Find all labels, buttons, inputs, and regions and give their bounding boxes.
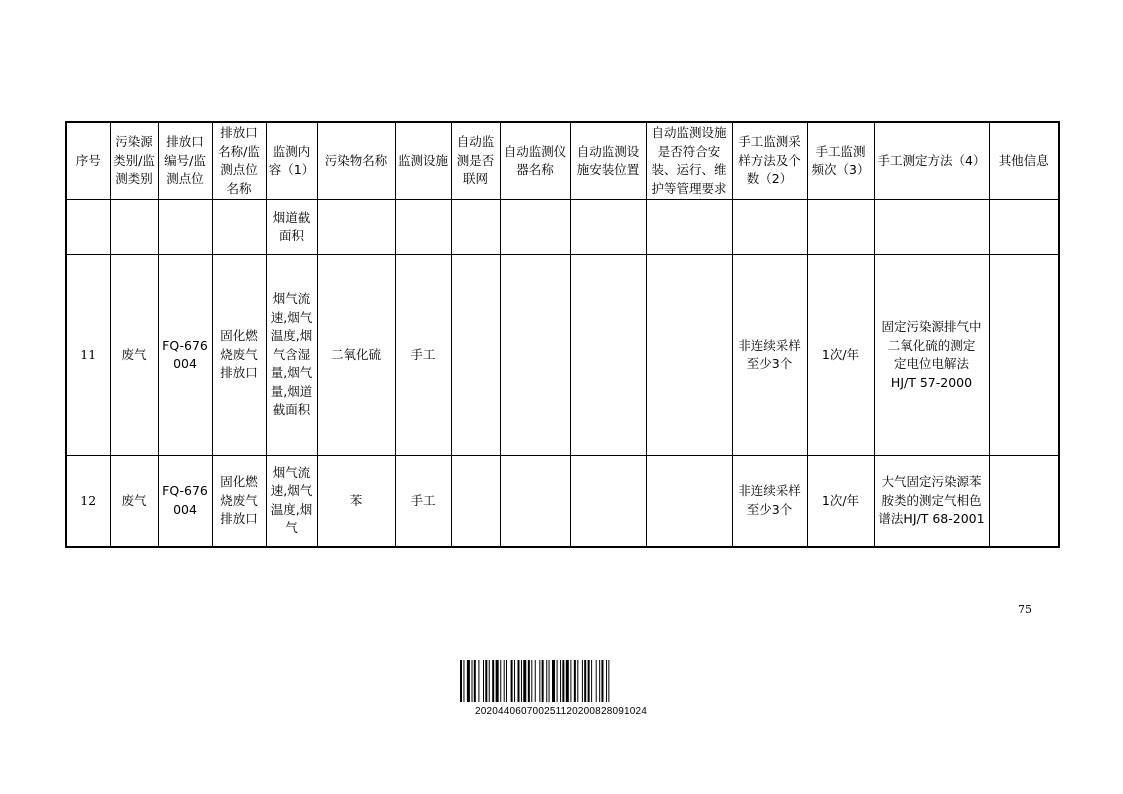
cell-category: 废气 bbox=[110, 255, 158, 456]
barcode-bar bbox=[514, 660, 515, 702]
cell-pollutant: 二氧化硫 bbox=[317, 255, 395, 456]
barcode-bar bbox=[489, 660, 490, 702]
cell-outlet-name: 固化燃烧废气排放口 bbox=[212, 456, 266, 547]
header-cell: 污染物名称 bbox=[317, 122, 395, 200]
cell-facility bbox=[395, 200, 451, 255]
cell-instrument bbox=[500, 456, 570, 547]
cell-pollutant: 苯 bbox=[317, 456, 395, 547]
cell-install-location bbox=[570, 200, 646, 255]
cell-instrument bbox=[500, 200, 570, 255]
cell-networked bbox=[451, 456, 500, 547]
barcode-bar bbox=[608, 660, 609, 702]
cell-compliance bbox=[646, 456, 732, 547]
barcode-bar bbox=[577, 660, 578, 702]
cell-outlet-code: FQ-676004 bbox=[158, 456, 212, 547]
cell-networked bbox=[451, 255, 500, 456]
barcode-bar bbox=[531, 660, 532, 702]
barcode-number: 20204406070025112020082809102​4 bbox=[474, 706, 648, 717]
cell-frequency: 1次/年 bbox=[807, 255, 874, 456]
barcode-bar bbox=[542, 660, 544, 702]
barcode-bar bbox=[506, 660, 507, 702]
cell-category: 废气 bbox=[110, 456, 158, 547]
cell-content: 烟气流速,烟气温度,烟气 bbox=[266, 456, 317, 547]
cell-other bbox=[989, 255, 1059, 456]
cell-outlet-code bbox=[158, 200, 212, 255]
barcode-bar bbox=[552, 660, 555, 702]
cell-facility: 手工 bbox=[395, 456, 451, 547]
cell-networked bbox=[451, 200, 500, 255]
header-cell: 监测内容（1） bbox=[266, 122, 317, 200]
cell-category bbox=[110, 200, 158, 255]
barcode-bar bbox=[606, 660, 607, 702]
cell-compliance bbox=[646, 255, 732, 456]
barcode-bar bbox=[528, 660, 530, 702]
cell-no bbox=[66, 200, 110, 255]
barcode-bar bbox=[523, 660, 526, 702]
barcode-bar bbox=[546, 660, 547, 702]
barcode-bar bbox=[463, 660, 464, 702]
barcode-bar bbox=[483, 660, 484, 702]
barcode-bar bbox=[560, 660, 561, 702]
barcode-bar bbox=[582, 660, 583, 702]
barcode-bar bbox=[492, 660, 494, 702]
header-cell: 自动监测设施安装位置 bbox=[570, 122, 646, 200]
table-row bbox=[66, 255, 1059, 456]
cell-outlet-code: FQ-676004 bbox=[158, 255, 212, 456]
header-cell: 手工测定方法（4） bbox=[874, 122, 989, 200]
barcode-bar bbox=[511, 660, 513, 702]
barcode-bar bbox=[504, 660, 505, 702]
cell-frequency: 1次/年 bbox=[807, 456, 874, 547]
barcode-bar bbox=[601, 660, 603, 702]
cell-content: 烟气流速,烟气温度,烟气含湿量,烟气量,烟道截面积 bbox=[266, 255, 317, 456]
barcode-bar bbox=[549, 660, 550, 702]
cell-install-location bbox=[570, 255, 646, 456]
barcode-bar bbox=[467, 660, 470, 702]
barcode-bar bbox=[574, 660, 576, 702]
barcode-bar bbox=[599, 660, 600, 702]
cell-outlet-name: 固化燃烧废气排放口 bbox=[212, 255, 266, 456]
page-number: 75 bbox=[1018, 603, 1032, 616]
barcode-bar bbox=[570, 660, 571, 702]
cell-pollutant bbox=[317, 200, 395, 255]
cell-method bbox=[874, 200, 989, 255]
cell-outlet-name bbox=[212, 200, 266, 255]
cell-method: 大气固定污染源苯胺类的测定气相色谱法HJ/T 68-2001 bbox=[874, 456, 989, 547]
header-cell: 自动监测仪器名称 bbox=[500, 122, 570, 200]
cell-other bbox=[989, 456, 1059, 547]
barcode-bar bbox=[584, 660, 586, 702]
header-cell: 其他信息 bbox=[989, 122, 1059, 200]
barcode-bar bbox=[472, 660, 473, 702]
cell-sampling: 非连续采样 至少3个 bbox=[732, 456, 807, 547]
barcode-bar bbox=[588, 660, 590, 702]
header-cell: 手工监测频次（3） bbox=[807, 122, 874, 200]
barcode-bar bbox=[518, 660, 520, 702]
header-cell: 序号 bbox=[66, 122, 110, 200]
cell-content: 烟道截面积 bbox=[266, 200, 317, 255]
barcode-bar bbox=[539, 660, 540, 702]
cell-no: 12 bbox=[66, 456, 110, 547]
table-row bbox=[66, 200, 1059, 255]
barcode-bar bbox=[591, 660, 592, 702]
cell-compliance bbox=[646, 200, 732, 255]
cell-sampling bbox=[732, 200, 807, 255]
header-cell: 自动监测设施是否符合安装、运行、维护等管理要求 bbox=[646, 122, 732, 200]
table-header-row bbox=[66, 122, 1059, 200]
header-cell: 监测设施 bbox=[395, 122, 451, 200]
cell-other bbox=[989, 200, 1059, 255]
cell-install-location bbox=[570, 456, 646, 547]
barcode-bar bbox=[596, 660, 597, 702]
barcode-bar bbox=[557, 660, 558, 702]
cell-no: 11 bbox=[66, 255, 110, 456]
header-cell: 排放口编号/监测点位 bbox=[158, 122, 212, 200]
cell-instrument bbox=[500, 255, 570, 456]
cell-sampling: 非连续采样 至少3个 bbox=[732, 255, 807, 456]
header-cell: 排放口名称/监测点位名称 bbox=[212, 122, 266, 200]
barcode-bar bbox=[496, 660, 499, 702]
header-cell: 手工监测采样方法及个数（2） bbox=[732, 122, 807, 200]
barcode bbox=[460, 660, 662, 702]
barcode-bar bbox=[485, 660, 487, 702]
cell-facility: 手工 bbox=[395, 255, 451, 456]
cell-frequency bbox=[807, 200, 874, 255]
barcode-bar bbox=[562, 660, 564, 702]
barcode-bar bbox=[500, 660, 501, 702]
barcode-bar bbox=[566, 660, 569, 702]
barcode-bar bbox=[460, 660, 462, 702]
header-cell: 自动监测是否联网 bbox=[451, 122, 500, 200]
table-row bbox=[66, 456, 1059, 547]
barcode-bar bbox=[535, 660, 536, 702]
barcode-bar bbox=[474, 660, 476, 702]
cell-method: 固定污染源排气中二氧化硫的测定 定电位电解法 HJ/T 57-2000 bbox=[874, 255, 989, 456]
monitoring-table bbox=[65, 121, 1060, 548]
header-cell: 污染源类别/监测类别 bbox=[110, 122, 158, 200]
barcode-bar bbox=[521, 660, 522, 702]
barcode-bar bbox=[478, 660, 479, 702]
